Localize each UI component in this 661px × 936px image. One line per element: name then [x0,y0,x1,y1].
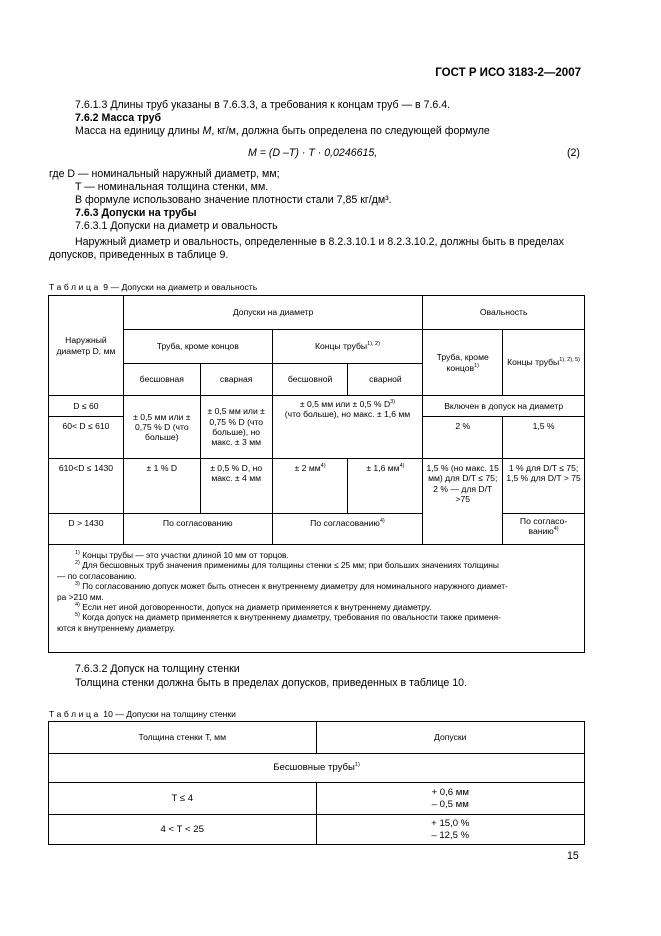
rows12-welded: ± 0,5 мм или ± 0,75 % D (что больше), но макс. ± 3 мм [200,396,272,459]
th-diameter-tolerance: Допуски на диаметр [123,296,422,330]
footnote: $^{5)}$ Когда допуск на диаметр применяется к внутреннему диаметру, требования по овальности также применя- [75,612,501,623]
row1-thickness: T ≤ 4 [49,783,317,815]
th-ovality-ends: Концы трубы$^{1), 2), 5)}$ [503,330,585,396]
footnote: $^{3)}$ По согласованию допуск может быть отнесен к внутреннему диаметру для номинального наружного диамет- [75,581,508,592]
row3-ends-seamless: ± 2 $мм^{4)}$ [272,459,348,514]
document-header-code: ГОСТ Р ИСО 3183-2—2007 [435,67,581,79]
paragraph-7-6-3-1: 7.6.3.1 Допуски на диаметр и овальность [75,220,278,232]
row3-welded: ± 0,5 % D, но макс. ± 4 мм [200,459,272,514]
page-number: 15 [567,850,579,862]
row4-ovality-ends: По согласо-ванию$^{4)}$ [503,514,585,545]
row3-seamless: ± 1 % D [123,459,200,514]
table9-footnotes [49,545,585,653]
row2-diameter: 60< D ≤ 610 [49,417,124,459]
paragraph-7-6-1-3: 7.6.1.3 Длины труб указаны в 7.6.3.3, а требования к концам труб — в 7.6.4. [75,99,451,111]
where-d: где D — номинальный наружный диаметр, мм; [49,168,280,180]
rows12-ends: ± 0,5 мм или ± 0,5 % $D^{3)}$ (что больше), но макс. ± 1,6 мм [272,396,423,459]
row3-ovality-ends: 1 % для D/T ≤ 75; 1,5 % для D/T > 75 [503,459,585,514]
row2-ovality-pipe: 2 % [423,417,503,459]
th-pipe-ends: Концы трубы$^{1), 2)}$ [272,330,423,364]
row4-diameter: D > 1430 [49,514,124,545]
footnote: ра >210 мм. [57,591,104,602]
row2-tolerance: + 15,0 % – 12,5 % [316,815,585,845]
th-ovality: Овальность [423,296,585,330]
row1-ovality: Включен в допуск на диаметр [423,396,585,417]
footnote: ются к внутреннему диаметру. [57,622,175,633]
row2-thickness: 4 < T < 25 [49,815,317,845]
rows34-ovality-pipe: 1,5 % (но макс. 15 мм) для D/T ≤ 75; 2 % — для D/T >75 [423,459,503,545]
row3-diameter: 610<D ≤ 1430 [49,459,124,514]
heading-7-6-3: 7.6.3 Допуски на трубы [75,207,197,219]
table9-caption: Таблица 9 — Допуски на диаметр и овальность [49,282,258,292]
th-seamless-ends: бесшовной [272,364,348,396]
th-tolerances: Допуски [316,722,585,754]
th-welded-ends: сварной [348,364,423,396]
paragraph-mass: Масса на единицу длины M, кг/м, должна быть определена по следующей формуле [75,125,490,137]
density-note: В формуле использовано значение плотности стали 7,85 кг/дм³. [75,194,392,206]
th-pipe-except-ends: Труба, кроме концов [123,330,272,364]
th-welded: сварная [200,364,272,396]
footnote: — по согласованию. [57,570,137,581]
row4-pipe: По согласованию [123,514,272,545]
footnote: $^{2)}$ Для бесшовных труб значения применимы для толщины стенки ≤ 25 мм; при больших значениях толщины [75,560,499,571]
footnote: $^{4)}$ Если нет иной договоренности, допуск на диаметр применяется к внутреннему диаметру. [75,602,432,613]
th-seamless: бесшовная [123,364,200,396]
formula-number: (2) [567,147,580,159]
row2-ovality-ends: 1,5 % [503,417,585,459]
th-outer-diameter: Наружный диаметр D, мм [49,296,124,396]
row1-diameter: D ≤ 60 [49,396,124,417]
th-wall-thickness: Толщина стенки T, мм [49,722,317,754]
rows12-seamless: ± 0,5 мм или ± 0,75 % D (что больше) [123,396,200,459]
row1-tolerance: + 0,6 мм – 0,5 мм [316,783,585,815]
paragraph-7-6-3-2: 7.6.3.2 Допуск на толщину стенки [75,663,240,675]
table10-caption: Таблица 10 — Допуски на толщину стенки [49,709,236,719]
row3-ends-welded: ± 1,6 $мм^{4)}$ [348,459,423,514]
paragraph-diameter-2: допусков, приведенных в таблице 9. [49,249,229,261]
paragraph-diameter-1: Наружный диаметр и овальность, определенные в 8.2.3.10.1 и 8.2.3.10.2, должны быть в пределах [75,236,564,248]
paragraph-wall: Толщина стенки должна быть в пределах допусков, приведенных в таблице 10. [75,677,467,689]
row4-ends: По согласованию$^{4)}$ [272,514,423,545]
where-t: T — номинальная толщина стенки, мм. [75,181,269,193]
heading-7-6-2: 7.6.2 Масса труб [75,112,162,124]
formula-mass: M = (D –T) · T · 0,0246615, [248,147,378,159]
th-ovality-pipe: Труба, кроме концов$^{1)}$ [423,330,503,396]
seamless-pipes-row: Бесшовные трубы$^{1)}$ [49,754,585,783]
table-9 [48,295,585,653]
footnote: $^{1)}$ Концы трубы — это участки длиной 10 мм от торцов. [75,550,289,560]
table-10 [48,721,585,845]
